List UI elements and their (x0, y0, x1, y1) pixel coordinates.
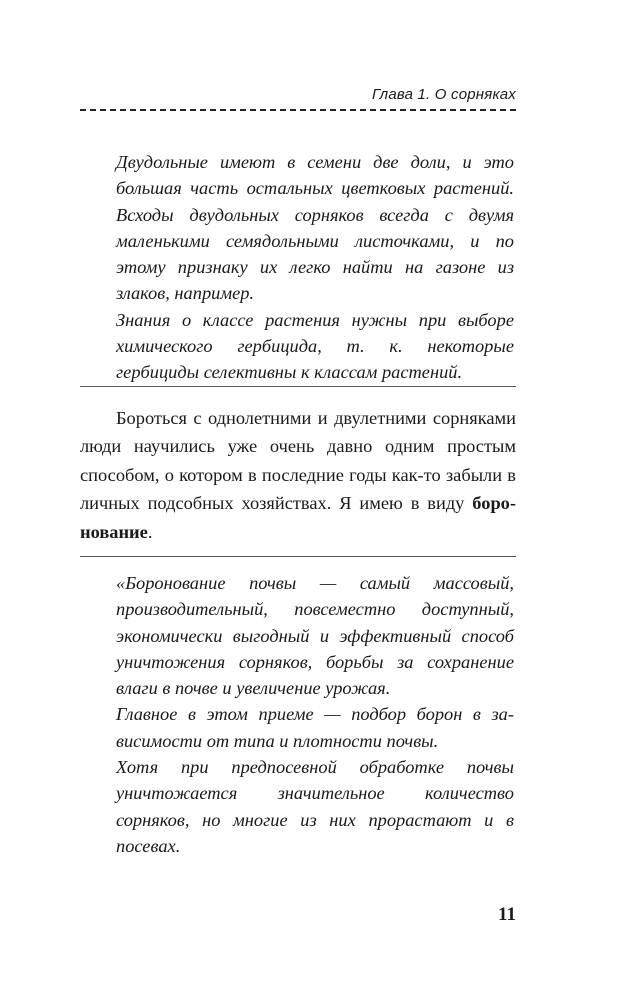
quote-paragraph: Хотя при предпосевной обработке почвы уничтожается значительное количество сорняков, но многие из них прорастают и в посевах. (116, 757, 514, 856)
quote-block-plant-classes (116, 149, 514, 386)
body-paragraph (80, 404, 516, 546)
divider-rule (80, 556, 516, 557)
quote-paragraph: Двудольные имеют в семени две доли, и это большая часть остальных цветковых растений. Всходы двудольных сорняков всегда с двумя маленькими семядольными листочками, и по этому признаку их легко найти на газоне из злаков, например. (116, 152, 514, 304)
quote-paragraph: «Боронование почвы — самый массовый, производительный, повсеместно доступный, экономически выгодный и эффективный способ уничтожения сорняков, борьбы за сохранение влаги в почве и увеличение урожая. (116, 573, 514, 699)
chapter-header: Глава 1. О сорняках (371, 86, 516, 103)
quote-paragraph: Главное в этом приеме — подбор борон в зависимости от типа и плотности почвы. (116, 704, 514, 751)
body-text-end: . (147, 521, 153, 542)
quote-block-harrowing (116, 570, 514, 859)
divider-rule (80, 386, 516, 387)
body-bold-term: боронование (80, 493, 516, 542)
page-number: 11 (498, 904, 516, 925)
header-dashed-rule (80, 109, 516, 111)
body-text: Бороться с однолетними и двулетними сорняками люди научились уже очень давно одним простым способом, о котором в последние годы как-то забыли в личных подсобных хозяйствах. Я имею в виду (80, 408, 516, 514)
quote-paragraph: Знания о классе растения нужны при выборе химического гербицида, т. к. некоторые гербициды селективны к классам растений. (116, 309, 514, 383)
